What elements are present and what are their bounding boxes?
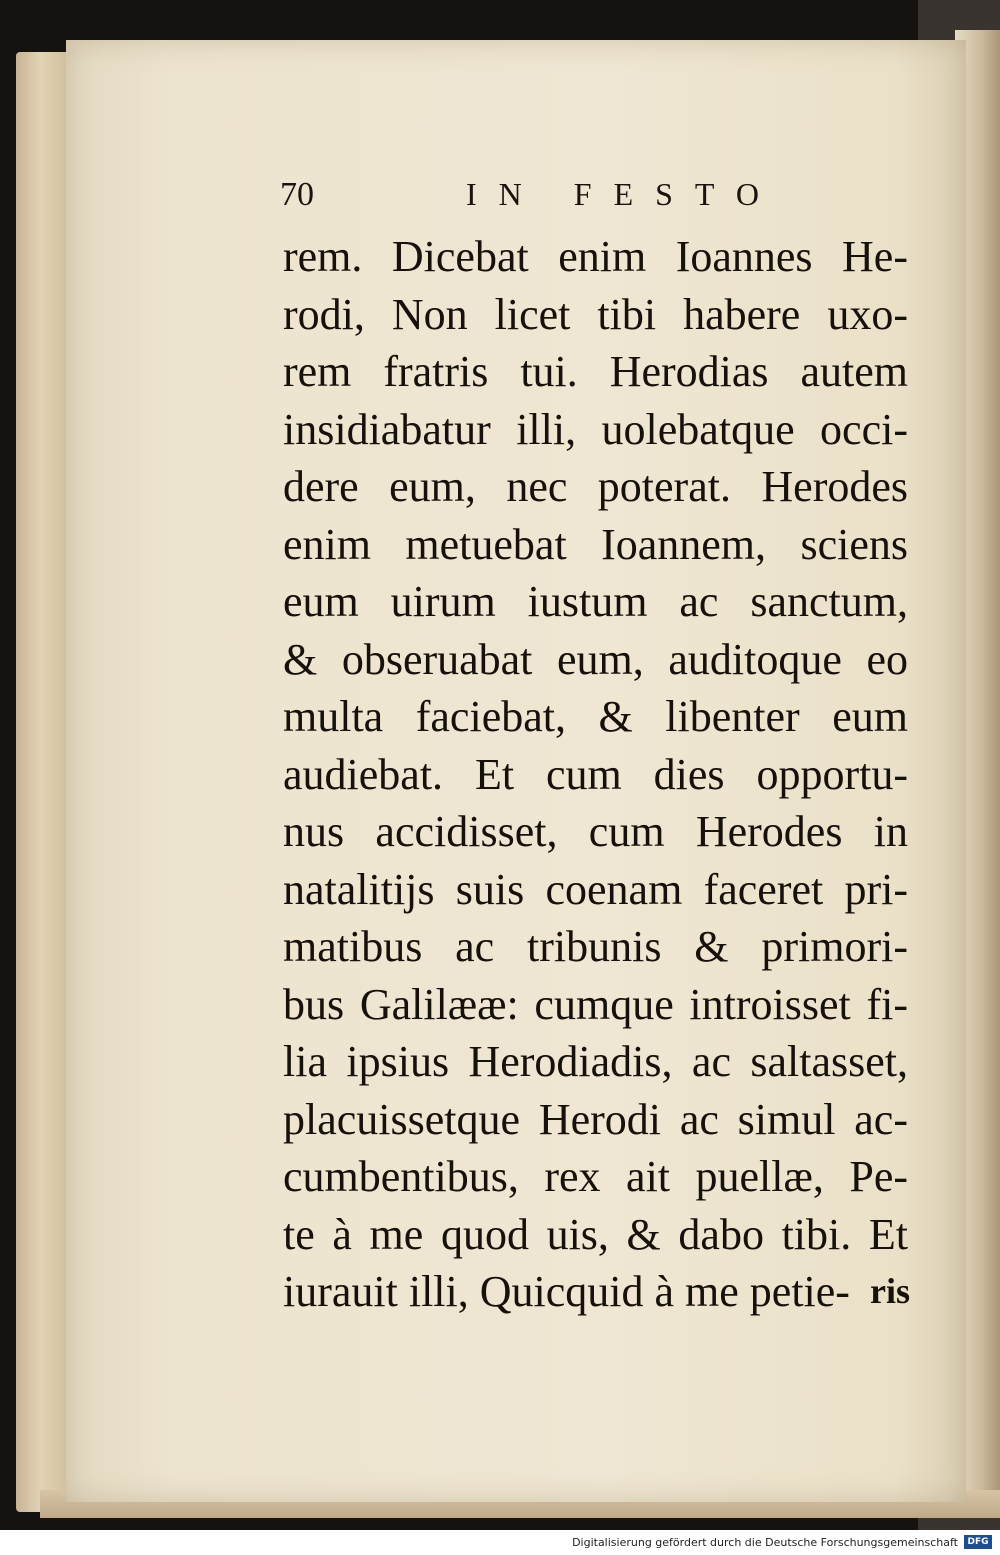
- text-line: multa faciebat, & libenter eum: [283, 692, 908, 741]
- text-line: cumbentibus, rex ait puellæ, Pe-: [283, 1152, 908, 1201]
- text-line: & obseruabat eum, auditoque eo: [283, 634, 908, 684]
- text-line: te à me quod uis, & dabo tibi. Et: [283, 1209, 908, 1259]
- text-line: lia ipsius Herodiadis, ac saltasset,: [283, 1037, 908, 1086]
- text-line: dere eum, nec poterat. Herodes: [283, 462, 908, 511]
- running-head: IN FESTO: [466, 176, 781, 212]
- text-line: insidiabatur illi, uolebatque occi-: [283, 404, 908, 454]
- catchword: ris: [870, 1271, 910, 1311]
- text-line: bus Galilææ: cumque introisset fi-: [283, 979, 908, 1029]
- text-line: natalitijs suis coenam faceret pri-: [283, 864, 908, 914]
- body-text: [283, 228, 933, 1321]
- digitization-credit: Digitalisierung gefördert durch die Deutsche Forschungsgemeinschaft: [572, 1536, 958, 1549]
- text-line: nus accidisset, cum Herodes in: [283, 807, 908, 856]
- text-line: iurauit illi, Quicquid à me petie-: [283, 1267, 850, 1316]
- text-line: placuissetque Herodi ac simul ac-: [283, 1094, 908, 1144]
- page-number: 70: [280, 176, 314, 213]
- text-line: eum uirum iustum ac sanctum,: [283, 577, 908, 626]
- dfg-logo-icon: DFG: [964, 1535, 992, 1549]
- text-line: rem fratris tui. Herodias autem: [283, 347, 908, 396]
- text-line: rodi, Non licet tibi habere uxo-: [283, 289, 908, 339]
- text-line: enim metuebat Ioannem, sciens: [283, 519, 908, 569]
- text-line: matibus ac tribunis & primori-: [283, 922, 908, 971]
- text-line: rem. Dicebat enim Ioannes He-: [283, 232, 908, 281]
- page-header: [280, 170, 900, 220]
- text-line: audiebat. Et cum dies opportu-: [283, 749, 908, 799]
